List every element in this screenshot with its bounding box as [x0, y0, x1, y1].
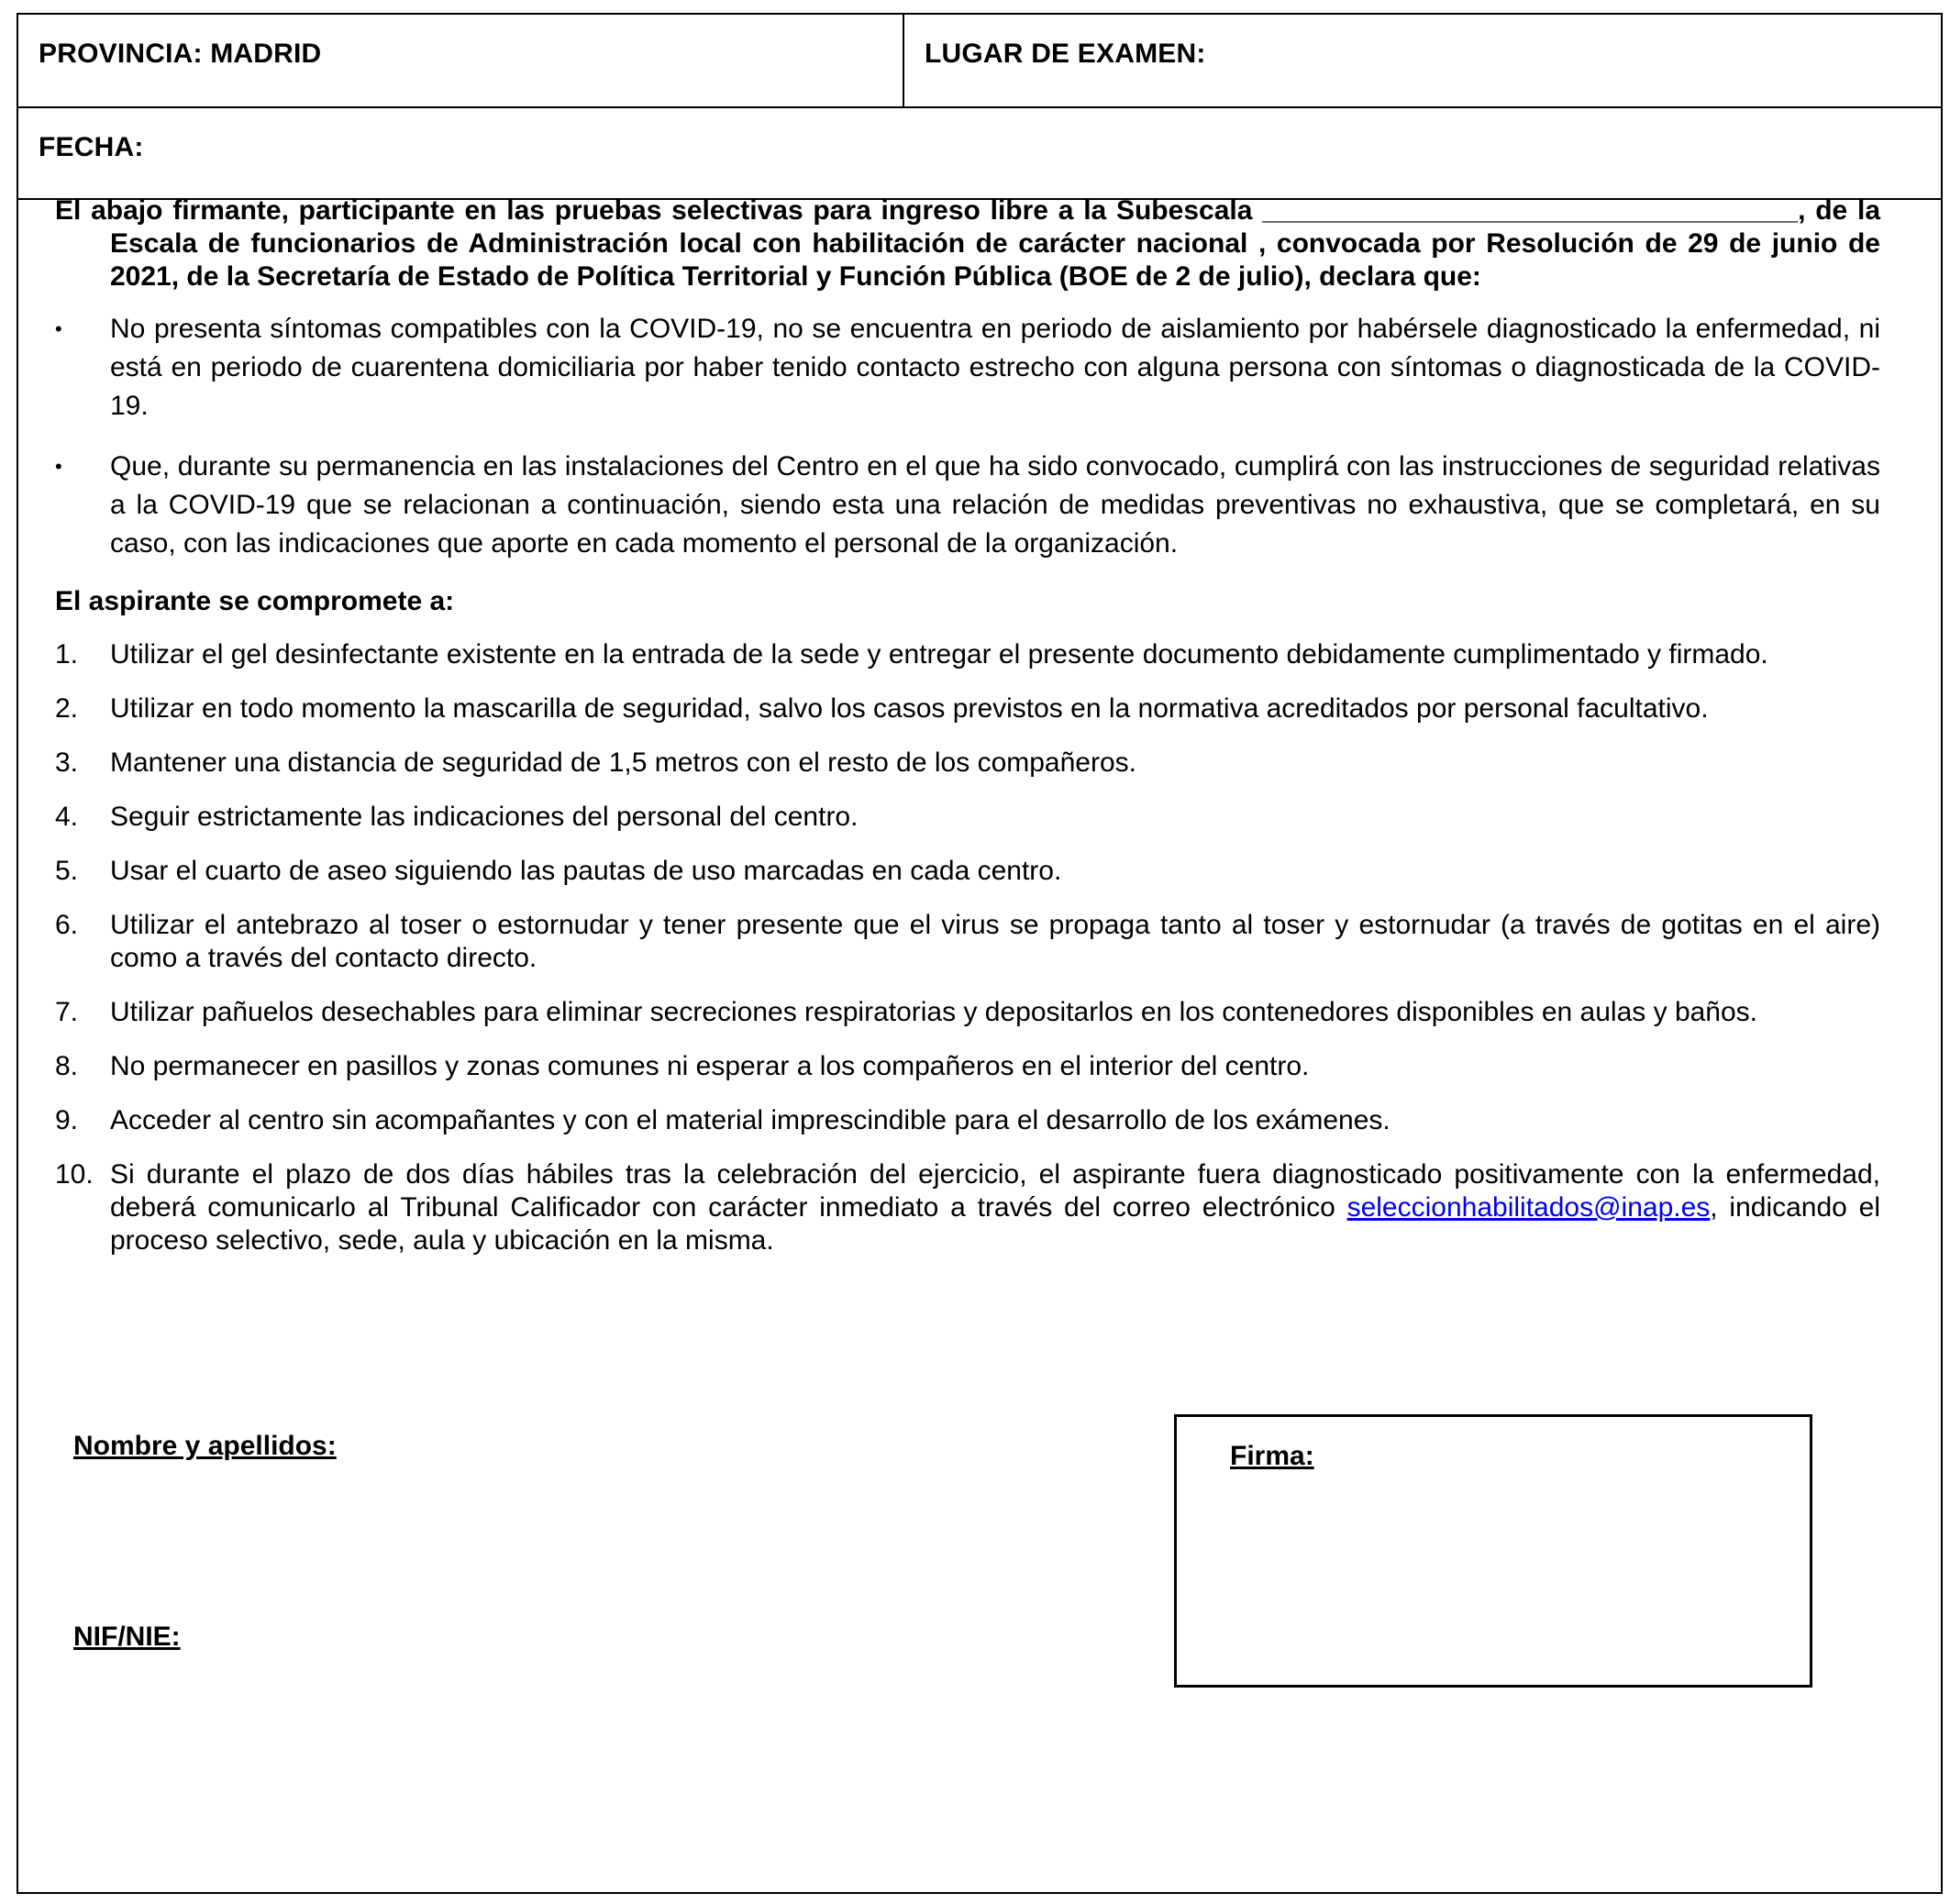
item-number: 9. [55, 1105, 79, 1135]
item-number: 3. [55, 747, 79, 778]
commitment-item [55, 909, 1880, 975]
nif-nie-label: NIF/NIE: [73, 1622, 181, 1652]
commitment-text: Seguir estrictamente las indicaciones del personal del centro. [110, 802, 859, 832]
commitment-item [55, 638, 1880, 671]
declaration-item [55, 448, 1880, 563]
commitment-text: Mantener una distancia de seguridad de 1,5 metros con el resto de los compañeros. [110, 747, 1136, 778]
nombre-apellidos-label: Nombre y apellidos: [73, 1431, 337, 1461]
item-number: 7. [55, 997, 79, 1027]
commitments-heading: El aspirante se compromete a: [55, 586, 455, 616]
commitment-item [55, 747, 1880, 780]
commitment-text: Acceder al centro sin acompañantes y con el material imprescindible para el desarrollo de los exámenes. [110, 1105, 1390, 1135]
item-number: 2. [55, 693, 79, 724]
commitment-item [55, 855, 1880, 888]
commitment-item [55, 801, 1880, 834]
firma-label: Firma: [1230, 1441, 1314, 1471]
item-number: 5. [55, 856, 79, 886]
commitment-item [55, 692, 1880, 725]
email-link[interactable]: seleccionhabilitados@inap.es [1346, 1192, 1711, 1223]
signature-box[interactable] [1174, 1414, 1812, 1688]
lugar-examen-cell[interactable] [904, 15, 1941, 106]
declaration-text: Que, durante su permanencia en las instalaciones del Centro en el que ha sido convocado, cumplirá con las instrucciones de seguridad relativas a la COVID-19 que se relacionan a continuación, siendo esta una relación de medidas preventivas no exhaustiva, que se completará, en su caso, con las indicaciones que aporte en cada momento el personal de la organización. [110, 451, 1880, 559]
item-number: 8. [55, 1051, 79, 1081]
declaration-item [55, 310, 1880, 426]
commitment-text-before: Si durante el plazo de dos días hábiles tras la celebración del ejercicio, el aspirante fuera diagnosticado positivamente con la enfermedad, deberá comunicarlo al Tribunal Calificador con carácter inmediato a través del correo electrónico [110, 1159, 1880, 1223]
item-number: 1. [55, 639, 79, 670]
provincia-label: PROVINCIA: MADRID [39, 39, 322, 69]
lugar-examen-label: LUGAR DE EXAMEN: [925, 39, 1206, 69]
fecha-row[interactable] [18, 108, 1941, 200]
commitment-item [55, 1104, 1880, 1137]
commitment-text: Usar el cuarto de aseo siguiendo las pautas de uso marcadas en cada centro. [110, 856, 1062, 886]
commitments-list [55, 638, 1880, 1257]
item-number: 4. [55, 802, 79, 832]
commitment-text-after: , indicando el proceso selectivo, sede, aula y ubicación en la misma. [110, 1192, 1880, 1256]
commitment-item [55, 1050, 1880, 1083]
commitment-text: Utilizar el antebrazo al toser o estornudar y tener presente que el virus se propaga tanto al toser y estornudar (a través de gotitas en el aire) como a través del contacto directo. [110, 910, 1880, 973]
commitment-text: Utilizar en todo momento la mascarilla de seguridad, salvo los casos previstos en la normativa acreditados por personal facultativo. [110, 693, 1709, 724]
commitment-text: Utilizar pañuelos desechables para eliminar secreciones respiratorias y depositarlos en los contenedores disponibles en aulas y baños. [110, 997, 1758, 1027]
commitment-item [55, 1158, 1880, 1257]
commitment-text: No permanecer en pasillos y zonas comunes ni esperar a los compañeros en el interior del centro. [110, 1051, 1310, 1081]
commitment-text [110, 1159, 1880, 1256]
intro-paragraph: El abajo firmante, participante en las pruebas selectivas para ingreso libre a la Subescala ___________________________________, de la Escala de funcionarios de Administración local con habilitación de carácter nacional , convocada por Resolución de 29 de junio de 2021, de la Secretaría de Estado de Política Territorial y Función Pública (BOE de 2 de julio), declara que: [55, 195, 1880, 292]
commitment-item [55, 996, 1880, 1029]
commitment-text: Utilizar el gel desinfectante existente en la entrada de la sede y entregar el presente documento debidamente cumplimentado y firmado. [110, 639, 1768, 670]
declaration-text: No presenta síntomas compatibles con la COVID-19, no se encuentra en periodo de aislamiento por habérsele diagnosticado la enfermedad, ni está en periodo de cuarentena domiciliaria por haber tenido contacto estrecho con alguna persona con síntomas o diagnosticada de la COVID-19. [110, 314, 1880, 421]
item-number: 10. [55, 1159, 94, 1190]
item-number: 6. [55, 910, 79, 940]
declarations-list [55, 310, 1880, 563]
fecha-label: FECHA: [39, 132, 144, 162]
header-row [18, 15, 1941, 108]
declaration-body [55, 194, 1880, 1279]
bullet-icon: • [55, 317, 62, 340]
provincia-cell [18, 15, 904, 106]
bullet-icon: • [55, 455, 62, 478]
